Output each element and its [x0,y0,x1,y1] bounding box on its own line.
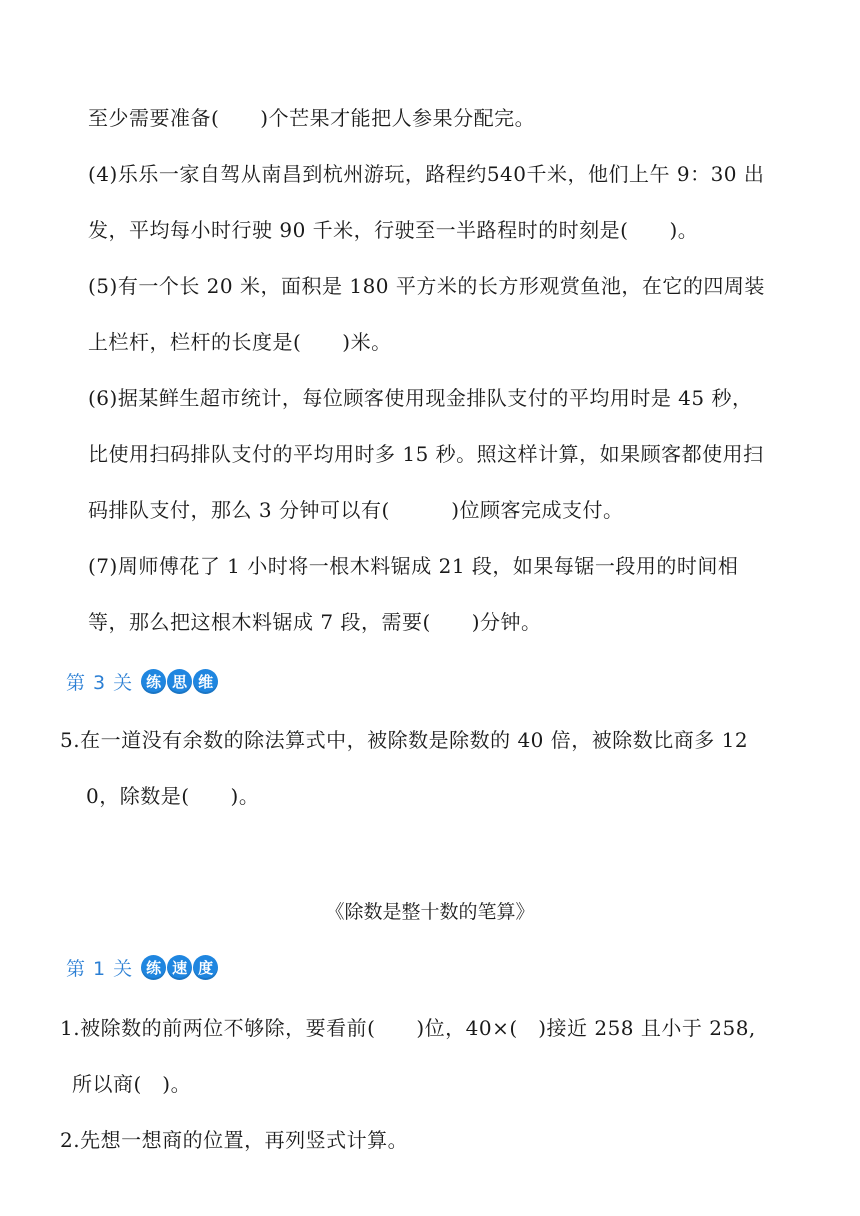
question-5-main-line-1: 5.在一道没有余数的除法算式中，被除数是除数的 40 倍，被除数比商多 12 [60,728,749,752]
badge-practice: 练 [141,955,166,980]
badge-degree: 度 [193,955,218,980]
level-1-header [66,951,219,983]
question-1-line-2: 所以商( )。 [72,1072,192,1096]
question-4-line-2: 发，平均每小时行驶 90 千米，行驶至一半路程时的时刻是( )。 [88,218,699,242]
question-7-line-2: 等，那么把这根木料锯成 7 段，需要( )分钟。 [88,610,542,634]
text-line: 至少需要准备( )个芒果才能把人参果分配完。 [88,106,536,130]
section-title: 《除数是整十数的笔算》 [325,901,535,923]
question-5-main-line-2: 0，除数是( )。 [86,784,260,808]
badge-mind: 维 [193,669,218,694]
question-6-line-3: 码排队支付，那么 3 分钟可以有( )位顾客完成支付。 [88,498,624,522]
level-1-label: 第 1 关 [66,957,134,980]
question-7-line-1: (7)周师傅花了 1 小时将一根木料锯成 21 段，如果每锯一段用的时间相 [88,554,739,578]
question-1-line-1: 1.被除数的前两位不够除，要看前( )位，40×( )接近 258 且小于 258, [60,1016,756,1040]
level-3-label: 第 3 关 [66,671,134,694]
question-6-line-1: (6)据某鲜生超市统计，每位顾客使用现金排队支付的平均用时是 45 秒， [88,386,753,410]
level-3-header [66,665,219,697]
question-2-line: 2.先想一想商的位置，再列竖式计算。 [60,1128,409,1152]
badge-think: 思 [167,669,192,694]
badge-speed: 速 [167,955,192,980]
question-6-line-2: 比使用扫码排队支付的平均用时多 15 秒。照这样计算，如果顾客都使用扫 [88,442,764,466]
question-5-line-1: (5)有一个长 20 米，面积是 180 平方米的长方形观赏鱼池，在它的四周装 [88,274,765,298]
badge-practice: 练 [141,669,166,694]
question-5-line-2: 上栏杆，栏杆的长度是( )米。 [88,330,392,354]
question-4-line-1: (4)乐乐一家自驾从南昌到杭州游玩，路程约540千米，他们上午 9：30 出 [88,162,765,186]
